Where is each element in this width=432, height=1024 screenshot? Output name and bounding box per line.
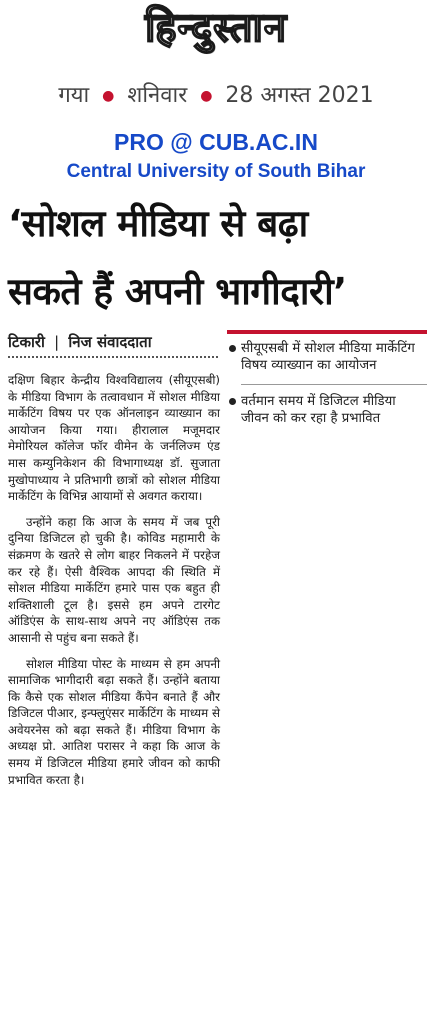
byline-divider	[8, 356, 218, 358]
highlight-text: वर्तमान समय में डिजिटल मीडिया जीवन को कर रहा है प्रभावित	[241, 394, 396, 426]
bullet-icon	[229, 398, 236, 405]
article-body	[8, 372, 220, 797]
byline	[8, 332, 152, 352]
dateline-city: गया	[58, 83, 90, 108]
dateline-day: शनिवार	[127, 83, 188, 108]
dateline-separator-2: ●	[200, 88, 213, 104]
headline-line-2: सकते हैं अपनी भागीदारी’	[8, 270, 347, 313]
highlight-divider	[241, 384, 427, 385]
article-headline	[8, 190, 428, 326]
headline-line-1: ‘सोशल मीडिया से बढ़ा	[8, 202, 308, 245]
body-paragraph: सोशल मीडिया पोस्ट के माध्यम से हम अपनी सामाजिक भागीदारी बढ़ा सकते हैं। उन्होंने बताया कि कैसे एक सोशल मीडिया कैंपेन बनाते हैं और डिजिटल पीआर, इन्फ्लुएंसर मार्केटिंग के माध्यम से अवेयरनेस को बढ़ा सकते हैं। मीडिया विभाग के अध्यक्ष प्रो. आतिश परासर ने कहा कि आज के समय में डिजिटल मीडिया हमारे जीवन को काफी प्रभावित करता है।	[8, 656, 220, 787]
body-paragraph: उन्होंने कहा कि आज के समय में जब पूरी दुनिया डिजिटल हो चुकी है। कोविड महामारी के संक्रमण के खतरे से लोग बाहर निकलने में परहेज कर रहे हैं। ऐसी वैश्विक आपदा की स्थिति में सोशल मीडिया मार्केटिंग हमारे पास एक बहुत ही शक्तिशाली टूल है। इससे हम अपने टारगेट ऑडिएंस के साथ-साथ अपने नए ऑडिएंस तक आसानी से पहुंच बना सकते हैं।	[8, 514, 220, 645]
pro-email-overlay: PRO @ CUB.AC.IN	[114, 129, 318, 155]
byline-separator: |	[54, 333, 60, 351]
body-paragraph: दक्षिण बिहार केन्द्रीय विश्वविद्यालय (सीयूएसबी) के मीडिया विभाग के तत्वावधान में सोशल मीडिया मार्केटिंग विषय पर एक ऑनलाइन व्याख्यान का आयोजन किया गया। हीरालाल मजूमदार मेमोरियल कॉलेज फॉर वीमेन के जर्नलिज्म एंड मास कम्युनिकेशन की विभागाध्यक्ष डॉ. सुजाता मुखोपाध्याय ने प्रतिभागी छात्रों को सोशल मीडिया मार्केटिंग के विभिन्न आयामों से अवगत कराया।	[8, 373, 220, 504]
dateline	[0, 82, 432, 110]
highlights-box	[227, 330, 427, 437]
dateline-date: 28 अगस्त 2021	[225, 83, 374, 108]
byline-author: निज संवाददाता	[68, 333, 152, 351]
dateline-separator-1: ●	[102, 88, 115, 104]
byline-place: टिकारी	[8, 333, 45, 351]
highlight-item	[227, 393, 427, 427]
highlight-item	[227, 340, 427, 374]
bullet-icon	[229, 345, 236, 352]
newspaper-title: हिन्दुस्तान	[144, 4, 288, 51]
highlight-text: सीयूएसबी में सोशल मीडिया मार्केटिंग विषय व्याख्यान का आयोजन	[241, 341, 415, 373]
university-name-overlay: Central University of South Bihar	[66, 161, 366, 182]
masthead	[0, 0, 432, 60]
